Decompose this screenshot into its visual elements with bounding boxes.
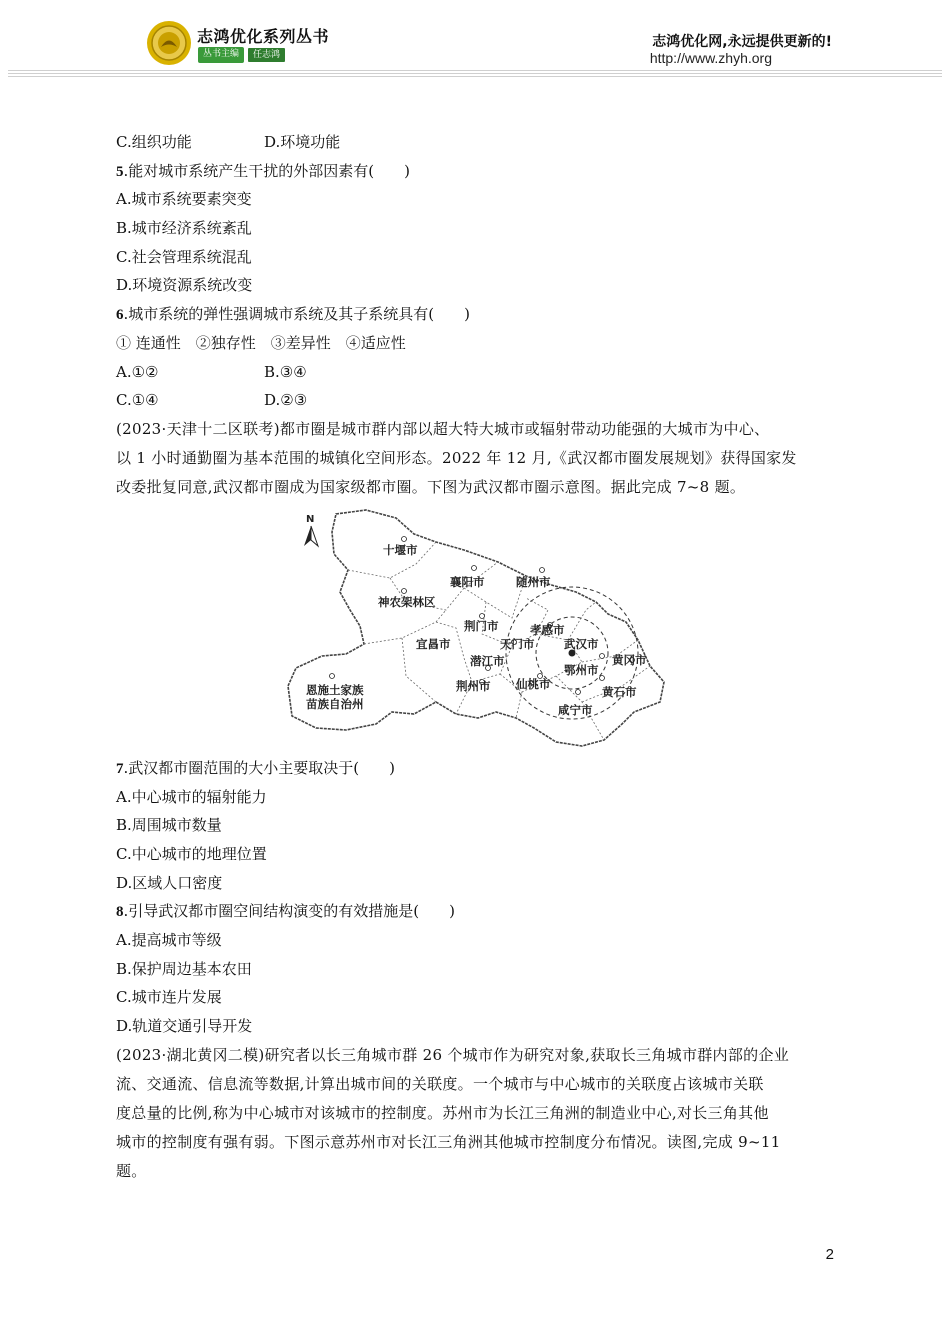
svg-text:宜昌市: 宜昌市 <box>416 636 451 651</box>
svg-text:恩施土家族: 恩施土家族 <box>306 682 364 697</box>
q6-options-cd <box>116 386 836 415</box>
passage-wuhan: (2023·天津十二区联考)都市圈是城市群内部以超大特大城市或辐射带动功能强的大城市为中心、 以 1 小时通勤圈为基本范围的城镇化空间形态。2022 年 12 月,《武汉都市圈发展规划》获得国家发 改委批复同意,武汉都市圈成为国家级都市圈。下图为武汉都市圈示意图。据此完成 7~8 题。 <box>116 419 797 496</box>
svg-text:潜江市: 潜江市 <box>470 653 505 668</box>
header-url-link[interactable]: http://www.zhyh.org <box>649 50 772 66</box>
q7-option-c: C.中心城市的地理位置 <box>116 844 267 863</box>
page-header <box>0 0 950 82</box>
q6-items: ① 连通性 ②独存性 ③差异性 ④适应性 <box>116 333 406 352</box>
q5-option-a: A.城市系统要素突变 <box>116 190 252 209</box>
q6-option-c: C.①④ <box>116 391 159 410</box>
svg-text:仙桃市: 仙桃市 <box>516 676 551 691</box>
q6-option-b: B.③④ <box>264 362 307 381</box>
q5-option-b: B.城市经济系统紊乱 <box>116 219 252 238</box>
seal-logo-icon <box>146 20 192 66</box>
svg-text:荆门市: 荆门市 <box>464 618 499 633</box>
q8-option-d: D.轨道交通引导开发 <box>116 1017 253 1036</box>
svg-text:咸宁市: 咸宁市 <box>558 702 593 717</box>
q5-stem: 5.能对城市系统产生干扰的外部因素有( ) <box>116 161 410 180</box>
editor-tags <box>198 47 286 63</box>
q4-option-c: C.组织功能 <box>116 133 192 151</box>
passage-suzhou: (2023·湖北黄冈二模)研究者以长三角城市群 26 个城市作为研究对象,获取长三角城市群内部的企业 流、交通流、信息流等数据,计算出城市间的关联度。一个城市与中心城市的关联度占该城市关联 度总量的比例,称为中心城市对该城市的控制度。苏州市为长江三角洲的制造业中心,对长三角其他 城市的控制度有强有弱。下图示意苏州市对长江三角洲其他城市控制度分布情况。读图,完成 9~11 题。 <box>116 1045 790 1180</box>
svg-text:N: N <box>306 513 315 525</box>
svg-text:黄石市: 黄石市 <box>602 684 637 699</box>
q6-option-d: D.②③ <box>264 391 308 410</box>
q6-stem: 6.城市系统的弹性强调城市系统及其子系统具有( ) <box>116 305 470 324</box>
q4-option-d: D.环境功能 <box>264 133 341 151</box>
svg-text:天门市: 天门市 <box>500 636 535 651</box>
svg-text:十堰市: 十堰市 <box>383 542 418 557</box>
svg-text:襄阳市: 襄阳市 <box>450 574 485 589</box>
page-number: 2 <box>825 1246 834 1263</box>
header-slogan: 志鸿优化网,永远提供更新的! <box>652 34 832 50</box>
editor-label-tag: 丛书主编 <box>198 47 244 63</box>
q4-options-cd <box>116 128 836 157</box>
editor-name-tag: 任志鸿 <box>247 47 286 63</box>
svg-text:苗族自治州: 苗族自治州 <box>306 696 364 711</box>
brand-title: 志鸿优化系列丛书 <box>197 27 330 46</box>
q5-option-d: D.环境资源系统改变 <box>116 276 253 295</box>
q7-stem: 7.武汉都市圈范围的大小主要取决于( ) <box>116 758 395 777</box>
q6-options-ab <box>116 358 836 387</box>
svg-text:鄂州市: 鄂州市 <box>564 662 599 677</box>
svg-text:神农架林区: 神农架林区 <box>378 594 436 609</box>
page-content <box>116 128 836 1186</box>
q7-option-d: D.区域人口密度 <box>116 873 223 892</box>
svg-text:黄冈市: 黄冈市 <box>612 652 647 667</box>
q8-stem: 8.引导武汉都市圈空间结构演变的有效措施是( ) <box>116 902 455 921</box>
svg-text:荆州市: 荆州市 <box>456 678 491 693</box>
q8-option-b: B.保护周边基本农田 <box>116 959 252 978</box>
q6-option-a: A.①② <box>116 362 159 381</box>
svg-text:武汉市: 武汉市 <box>564 636 599 651</box>
header-rule <box>8 70 942 79</box>
q7-option-b: B.周围城市数量 <box>116 816 222 835</box>
q7-option-a: A.中心城市的辐射能力 <box>116 787 267 806</box>
wuhan-metro-map <box>116 502 836 754</box>
north-arrow-icon <box>304 514 318 546</box>
q8-option-c: C.城市连片发展 <box>116 988 222 1007</box>
q8-option-a: A.提高城市等级 <box>116 931 222 949</box>
q5-option-c: C.社会管理系统混乱 <box>116 247 252 266</box>
svg-text:孝感市: 孝感市 <box>530 622 565 637</box>
svg-text:随州市: 随州市 <box>516 574 551 589</box>
